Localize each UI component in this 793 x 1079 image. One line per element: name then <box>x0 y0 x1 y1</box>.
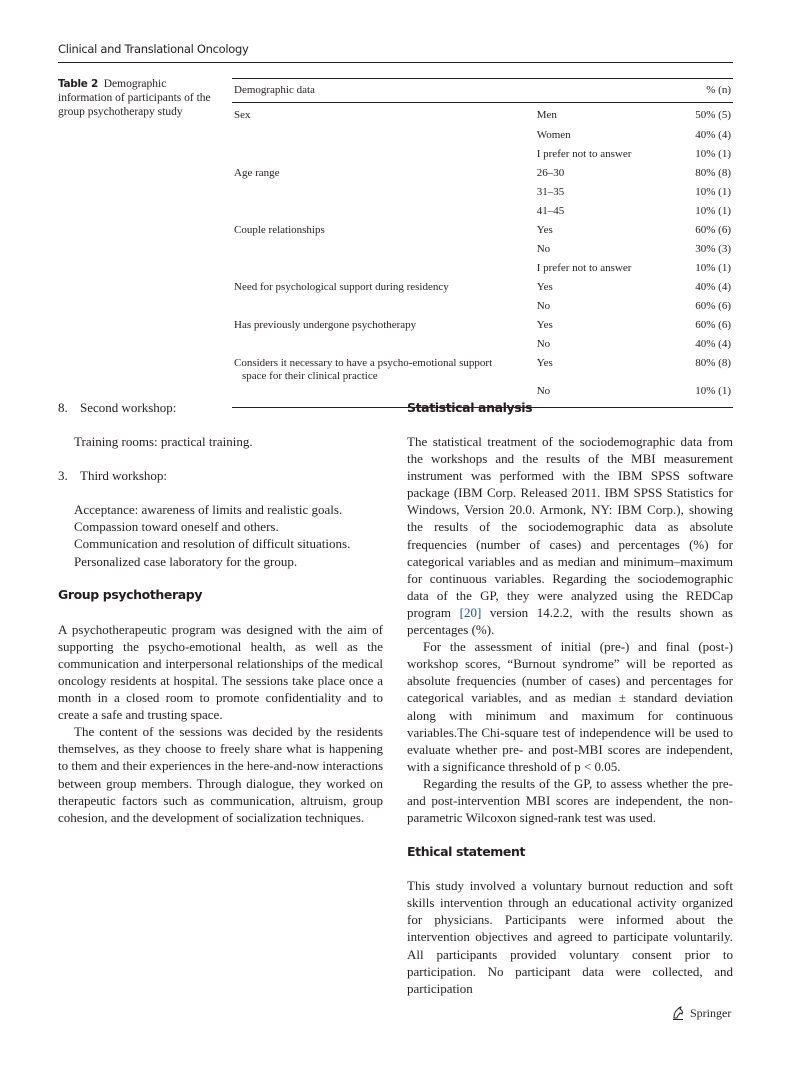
column-header-response <box>535 79 687 103</box>
row-percent: 40% (4) <box>695 338 731 350</box>
paragraph-text: The statistical treatment of the sociodemographic data from the workshops and the results of the MBI measurement instrument was performed with the IBM SPSS software package (IBM Corp. Released 2011. IBM SPSS Statistics for Windows, Version 20.0. Armonk, NY: IBM Corp.), showing the results of the sociodemographic data as absolute frequencies (number of cases) and percentages (%) for categorical variables and as median and minimum–maximum for continuous variables. Regarding the sociodemographic data of the GP, they were analyzed using the REDCap program <box>407 434 733 620</box>
paragraph: For the assessment of initial (pre-) and final (post-) workshop scores, “Burnout syndrome” will be reported as absolute frequencies (number of cases) and percentages for categorical variables, and as median ± standard deviation along with minimum and maximum for continuous variables.The Chi-square test of independence will be used to evaluate whether pre- and post-MBI scores are independent, with a significance threshold of p < 0.05. <box>407 639 733 774</box>
row-category <box>232 203 535 222</box>
running-head: Clinical and Translational Oncology <box>58 42 249 56</box>
row-category <box>232 184 535 203</box>
paragraph-text: version 14.2.2, with the results shown as percentages (%). <box>407 604 733 638</box>
row-category <box>232 260 535 279</box>
workshop-detail: Communication and resolution of difficult situations. <box>74 536 351 552</box>
table-row <box>232 317 733 336</box>
category-text-continued: space for their clinical practice <box>242 370 378 382</box>
workshop-detail: Compassion toward oneself and others. <box>74 519 279 535</box>
demographics-table <box>232 78 733 408</box>
row-percent: 10% (1) <box>695 148 731 160</box>
row-category <box>232 317 535 336</box>
row-category <box>232 127 535 146</box>
row-percent: 60% (6) <box>695 319 731 331</box>
row-percent: 50% (5) <box>695 109 731 121</box>
section-heading-ethical-statement: Ethical statement <box>407 844 526 860</box>
table-row <box>232 103 733 128</box>
row-percent: 60% (6) <box>695 300 731 312</box>
row-category <box>232 355 535 383</box>
row-percent: 30% (3) <box>695 243 731 255</box>
row-category <box>232 146 535 165</box>
row-category <box>232 241 535 260</box>
row-category <box>232 279 535 298</box>
row-percent: 60% (6) <box>695 224 731 236</box>
column-header-demographic: Demographic data <box>232 79 535 103</box>
list-item-second-workshop <box>58 399 383 416</box>
workshop-detail: Acceptance: awareness of limits and realistic goals. <box>74 502 343 518</box>
paragraph: The content of the sessions was decided by the residents themselves, as they choose to freely share what is happening to them and their experiences in the here-and-now interactions between group members. Through dialogue, they worked on therapeutic factors such as communication, altruism, group cohesion, and the development of socialization techniques. <box>58 724 383 825</box>
section-heading-group-psychotherapy: Group psychotherapy <box>58 586 203 602</box>
table-row <box>232 241 733 260</box>
category-text: Age range <box>234 167 280 179</box>
row-response: Yes <box>536 319 553 331</box>
table-row <box>232 279 733 298</box>
row-response: 26–30 <box>536 167 565 179</box>
citation-link[interactable]: [20] <box>459 604 482 620</box>
row-response: I prefer not to answer <box>536 262 632 274</box>
workshop-detail: Personalized case laboratory for the group. <box>74 553 298 569</box>
row-response: No <box>536 338 551 350</box>
list-item-third-workshop <box>58 467 383 484</box>
left-column <box>58 399 383 826</box>
paragraph <box>407 433 733 638</box>
list-number: 3. <box>58 468 68 484</box>
table-label: Table 2 <box>58 78 98 90</box>
category-text: Has previously undergone psychotherapy <box>234 319 417 331</box>
paragraph: This study involved a voluntary burnout reduction and soft skills intervention through an educational activity organized for physicians. Participants were informed about the intervention objectives and agreed to participate voluntarily. All participants provided voluntary consent prior to participation. No participant data were collected, and participation <box>407 878 733 996</box>
table-body <box>232 103 733 408</box>
row-response: No <box>535 383 687 408</box>
row-percent: 40% (4) <box>695 281 731 293</box>
row-response: Men <box>536 109 557 121</box>
right-column <box>407 399 733 997</box>
row-percent: 40% (4) <box>695 129 731 141</box>
row-response: Yes <box>536 281 553 293</box>
row-category <box>232 165 535 184</box>
category-text: Couple relationships <box>234 224 325 236</box>
row-category <box>232 298 535 317</box>
row-response: Yes <box>536 224 553 236</box>
row-category <box>232 103 535 128</box>
row-percent: 10% (1) <box>695 262 731 274</box>
list-number: 8. <box>58 400 68 415</box>
row-percent: 10% (1) <box>695 205 731 217</box>
publisher-name: Springer <box>690 1005 732 1020</box>
row-percent: 80% (8) <box>695 357 731 369</box>
row-category <box>232 336 535 355</box>
list-label: Second workshop: <box>80 400 177 415</box>
list-label: Third workshop: <box>80 468 168 484</box>
workshop-detail: Training rooms: practical training. <box>74 434 253 450</box>
table-row <box>232 222 733 241</box>
section-heading-statistical-analysis: Statistical analysis <box>407 400 533 415</box>
row-response: 41–45 <box>536 205 565 217</box>
table-row <box>232 298 733 317</box>
table-row <box>232 336 733 355</box>
paragraph: A psychotherapeutic program was designed with the aim of supporting the psycho-emotional health, as well as the communication and interpersonal relationships of the medical oncology residents at hospital. The sessions take place once a month in a closed room to promote confidentiality and to create a safe and trusting space. <box>58 621 383 723</box>
header-rule <box>58 62 733 63</box>
row-percent: 10% (1) <box>695 186 731 198</box>
category-text: Sex <box>234 109 251 121</box>
paragraph: Regarding the results of the GP, to assess whether the pre- and post-intervention MBI scores are independent, the non-parametric Wilcoxon signed-rank test was used. <box>407 775 733 826</box>
row-percent: 10% (1) <box>687 383 733 408</box>
row-response: Yes <box>536 357 553 369</box>
row-percent: 80% (8) <box>695 167 731 179</box>
table-caption <box>58 77 218 119</box>
row-response: No <box>536 243 551 255</box>
table-caption-text: Demographic information of participants of the group psychotherapy study <box>58 78 211 118</box>
category-text: Considers it necessary to have a psycho-emotional support <box>234 357 493 369</box>
table-row <box>232 260 733 279</box>
table-row <box>232 165 733 184</box>
category-text: Need for psychological support during residency <box>234 281 449 293</box>
table-row <box>232 127 733 146</box>
row-response: Women <box>536 129 571 141</box>
row-response: 31–35 <box>536 186 565 198</box>
row-response: I prefer not to answer <box>536 148 632 160</box>
table-row <box>232 355 733 383</box>
row-response: No <box>536 300 551 312</box>
row-category <box>232 222 535 241</box>
springer-horse-icon <box>671 1005 685 1021</box>
table-row <box>232 146 733 165</box>
table-header-row <box>232 79 733 103</box>
column-header-percent: % (n) <box>687 79 733 103</box>
table-row <box>232 203 733 222</box>
table-row <box>232 184 733 203</box>
publisher-footer <box>671 1005 731 1021</box>
